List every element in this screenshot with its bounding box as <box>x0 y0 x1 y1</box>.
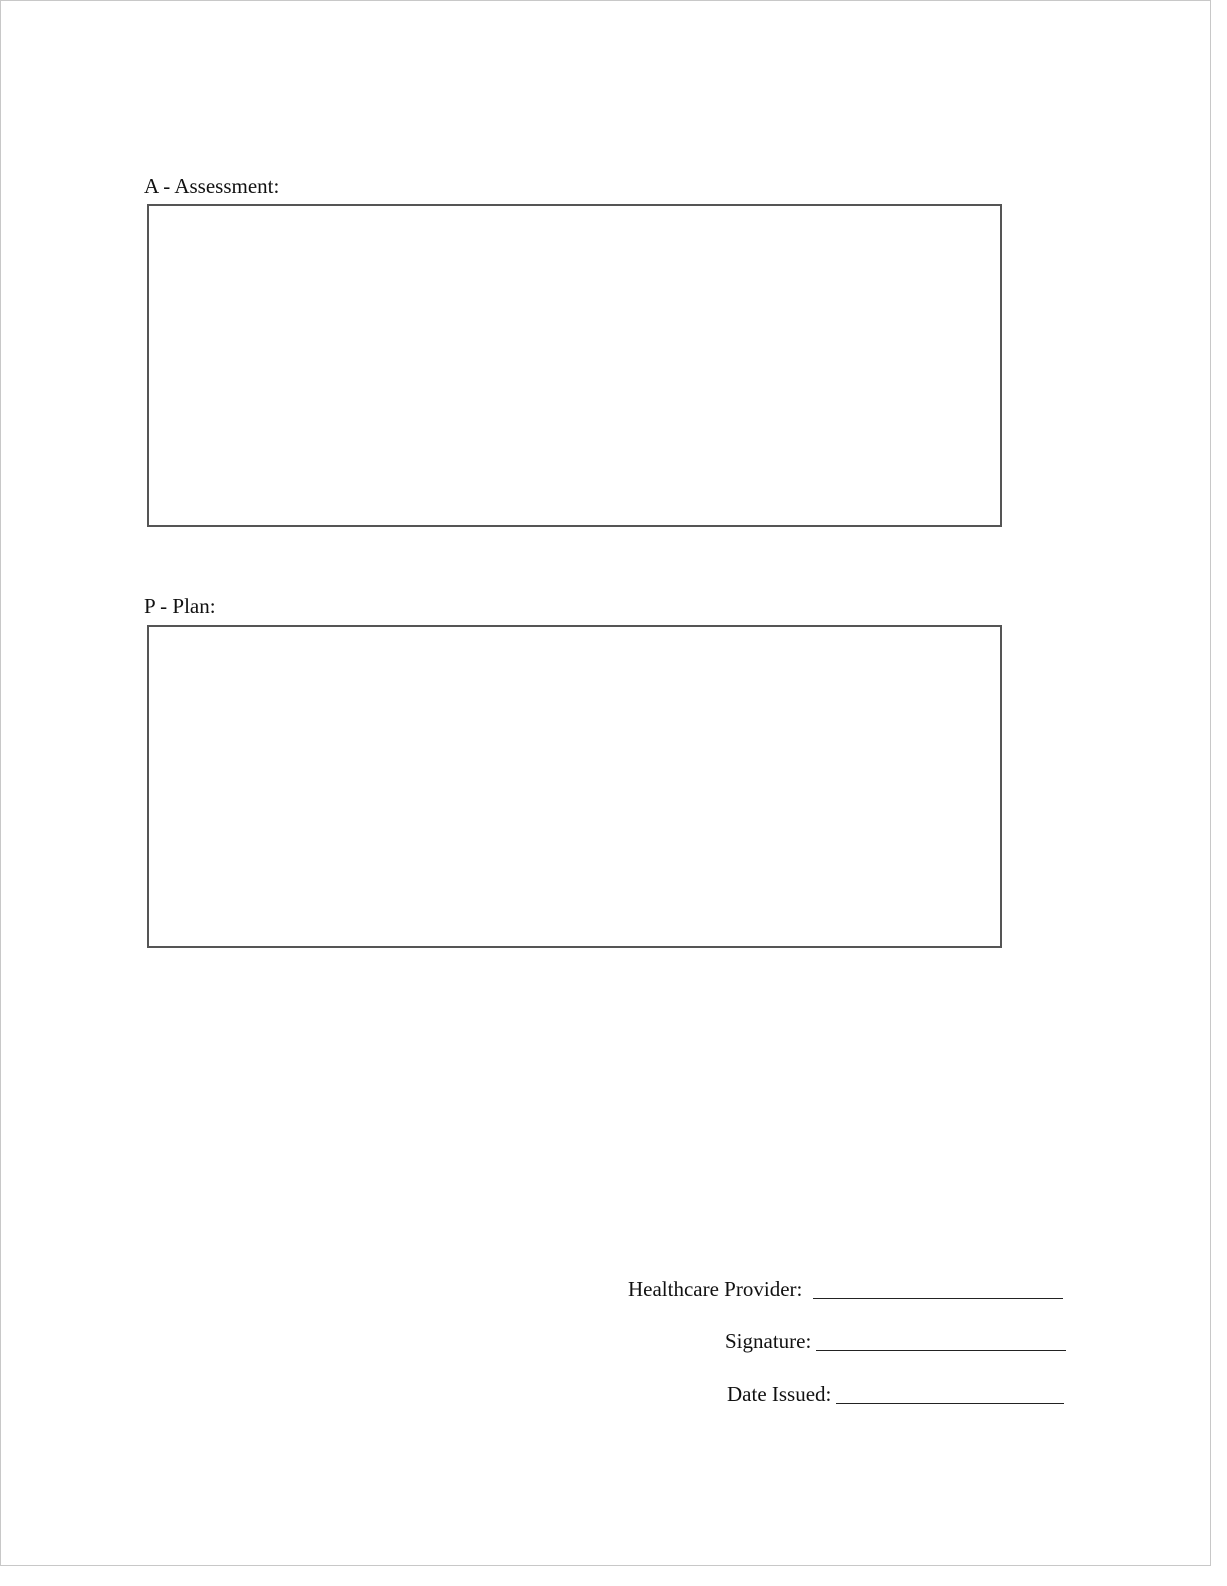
signature-line[interactable] <box>816 1350 1066 1351</box>
plan-box[interactable] <box>147 625 1002 948</box>
provider-row <box>628 1273 1070 1301</box>
plan-label: P - Plan: <box>144 594 216 618</box>
assessment-label: A - Assessment: <box>144 174 280 198</box>
assessment-box[interactable] <box>147 204 1002 527</box>
date-row <box>727 1378 1070 1406</box>
signature-row <box>725 1325 1070 1353</box>
provider-line[interactable] <box>813 1298 1063 1299</box>
date-label: Date Issued: <box>727 1382 832 1406</box>
signature-label: Signature: <box>725 1329 812 1353</box>
date-line[interactable] <box>836 1403 1064 1404</box>
provider-label: Healthcare Provider: <box>628 1277 803 1301</box>
